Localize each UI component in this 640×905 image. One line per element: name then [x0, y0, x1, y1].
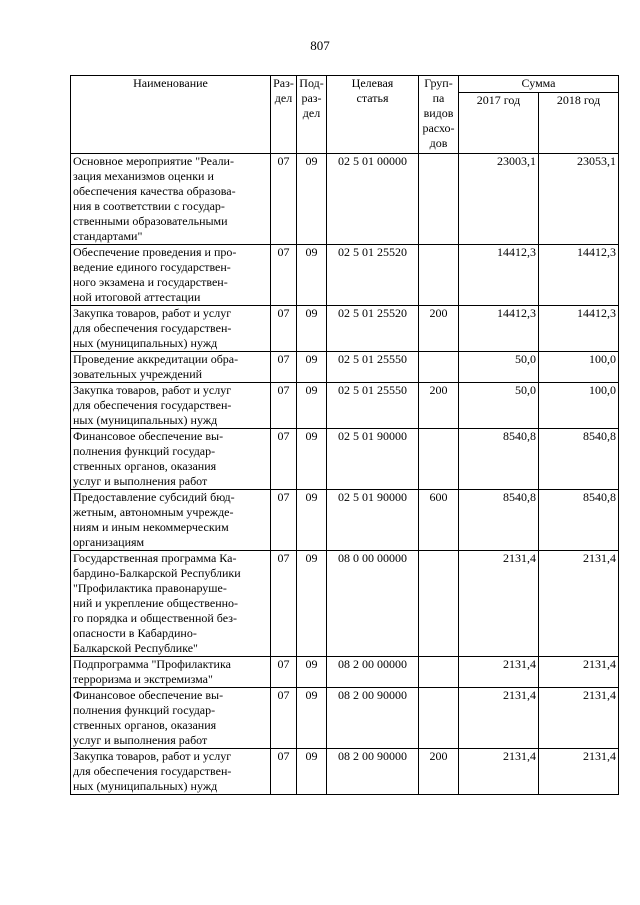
row-sum-2017: 2131,4 — [459, 551, 539, 657]
budget-table — [70, 75, 619, 795]
row-sum-2017: 23003,1 — [459, 154, 539, 245]
row-group — [419, 551, 459, 657]
row-target: 02 5 01 25550 — [327, 352, 419, 383]
row-sum-2017: 50,0 — [459, 352, 539, 383]
row-section: 07 — [271, 688, 297, 749]
row-subsection: 09 — [297, 154, 327, 245]
table-row — [71, 657, 619, 688]
table-row — [71, 490, 619, 551]
row-section: 07 — [271, 429, 297, 490]
row-target: 08 2 00 90000 — [327, 688, 419, 749]
header-year-2017: 2017 год — [459, 93, 539, 154]
table-row — [71, 306, 619, 352]
table-row — [71, 352, 619, 383]
row-subsection: 09 — [297, 749, 327, 795]
row-name: Подпрограмма "Профилактика терроризма и экстремизма" — [71, 657, 271, 688]
row-target: 02 5 01 25550 — [327, 383, 419, 429]
row-target: 08 2 00 90000 — [327, 749, 419, 795]
row-sum-2018: 2131,4 — [539, 749, 619, 795]
row-target: 02 5 01 00000 — [327, 154, 419, 245]
row-subsection: 09 — [297, 306, 327, 352]
header-subsection: Под- раз- дел — [297, 76, 327, 154]
row-sum-2018: 2131,4 — [539, 657, 619, 688]
row-section: 07 — [271, 383, 297, 429]
row-group: 200 — [419, 749, 459, 795]
row-sum-2017: 2131,4 — [459, 688, 539, 749]
row-subsection: 09 — [297, 383, 327, 429]
row-name: Обеспечение проведения и про- ведение единого государствен- ного экзамена и государствен- ной итоговой аттестации — [71, 245, 271, 306]
row-group — [419, 154, 459, 245]
row-subsection: 09 — [297, 688, 327, 749]
row-subsection: 09 — [297, 245, 327, 306]
row-group: 200 — [419, 383, 459, 429]
row-target: 02 5 01 90000 — [327, 490, 419, 551]
row-sum-2017: 14412,3 — [459, 245, 539, 306]
row-sum-2017: 2131,4 — [459, 749, 539, 795]
row-name: Финансовое обеспечение вы- полнения функций государ- ственных органов, оказания услуг и выполнения работ — [71, 429, 271, 490]
row-name: Финансовое обеспечение вы- полнения функций государ- ственных органов, оказания услуг и выполнения работ — [71, 688, 271, 749]
row-section: 07 — [271, 657, 297, 688]
row-name: Закупка товаров, работ и услуг для обеспечения государствен- ных (муниципальных) нужд — [71, 306, 271, 352]
row-sum-2017: 2131,4 — [459, 657, 539, 688]
table-row — [71, 383, 619, 429]
header-sum: Сумма — [459, 76, 619, 93]
row-name: Закупка товаров, работ и услуг для обеспечения государствен- ных (муниципальных) нужд — [71, 749, 271, 795]
row-sum-2018: 23053,1 — [539, 154, 619, 245]
row-target: 02 5 01 25520 — [327, 306, 419, 352]
table-row — [71, 429, 619, 490]
row-subsection: 09 — [297, 551, 327, 657]
row-sum-2017: 14412,3 — [459, 306, 539, 352]
row-section: 07 — [271, 749, 297, 795]
header-section: Раз- дел — [271, 76, 297, 154]
row-group — [419, 657, 459, 688]
row-sum-2018: 2131,4 — [539, 551, 619, 657]
row-sum-2018: 2131,4 — [539, 688, 619, 749]
row-section: 07 — [271, 490, 297, 551]
row-sum-2018: 100,0 — [539, 383, 619, 429]
table-row — [71, 245, 619, 306]
row-group — [419, 429, 459, 490]
header-group: Груп- па видов расхо- дов — [419, 76, 459, 154]
table-row — [71, 749, 619, 795]
row-sum-2018: 8540,8 — [539, 490, 619, 551]
row-sum-2018: 14412,3 — [539, 306, 619, 352]
row-section: 07 — [271, 245, 297, 306]
row-target: 08 2 00 00000 — [327, 657, 419, 688]
header-name: Наименование — [71, 76, 271, 154]
row-sum-2018: 14412,3 — [539, 245, 619, 306]
row-subsection: 09 — [297, 352, 327, 383]
row-section: 07 — [271, 352, 297, 383]
row-name: Проведение аккредитации обра- зовательных учреждений — [71, 352, 271, 383]
row-target: 02 5 01 90000 — [327, 429, 419, 490]
row-section: 07 — [271, 551, 297, 657]
row-group: 200 — [419, 306, 459, 352]
row-group: 600 — [419, 490, 459, 551]
row-section: 07 — [271, 306, 297, 352]
row-group — [419, 688, 459, 749]
table-row — [71, 154, 619, 245]
row-group — [419, 352, 459, 383]
header-target: Целевая статья — [327, 76, 419, 154]
header-year-2018: 2018 год — [539, 93, 619, 154]
table-row — [71, 551, 619, 657]
row-name: Предоставление субсидий бюд- жетным, автономным учрежде- ниям и иным некоммерческим организациям — [71, 490, 271, 551]
row-sum-2018: 8540,8 — [539, 429, 619, 490]
table-row — [71, 688, 619, 749]
page-number: 807 — [310, 38, 330, 53]
row-name: Государственная программа Ка- бардино-Балкарской Республики "Профилактика правонаруше- ний и укрепление общественно- го порядка и общественной без- опасности в Кабардино- Балкарской Республике" — [71, 551, 271, 657]
row-subsection: 09 — [297, 429, 327, 490]
row-subsection: 09 — [297, 490, 327, 551]
row-sum-2018: 100,0 — [539, 352, 619, 383]
table-header — [71, 76, 619, 154]
row-sum-2017: 50,0 — [459, 383, 539, 429]
row-group — [419, 245, 459, 306]
row-target: 02 5 01 25520 — [327, 245, 419, 306]
row-subsection: 09 — [297, 657, 327, 688]
row-name: Основное мероприятие "Реали- зация механизмов оценки и обеспечения качества образова- ния в соответствии с государ- ственными образовательными стандартами" — [71, 154, 271, 245]
row-sum-2017: 8540,8 — [459, 429, 539, 490]
row-target: 08 0 00 00000 — [327, 551, 419, 657]
row-name: Закупка товаров, работ и услуг для обеспечения государствен- ных (муниципальных) нужд — [71, 383, 271, 429]
row-sum-2017: 8540,8 — [459, 490, 539, 551]
table-body — [71, 154, 619, 795]
row-section: 07 — [271, 154, 297, 245]
